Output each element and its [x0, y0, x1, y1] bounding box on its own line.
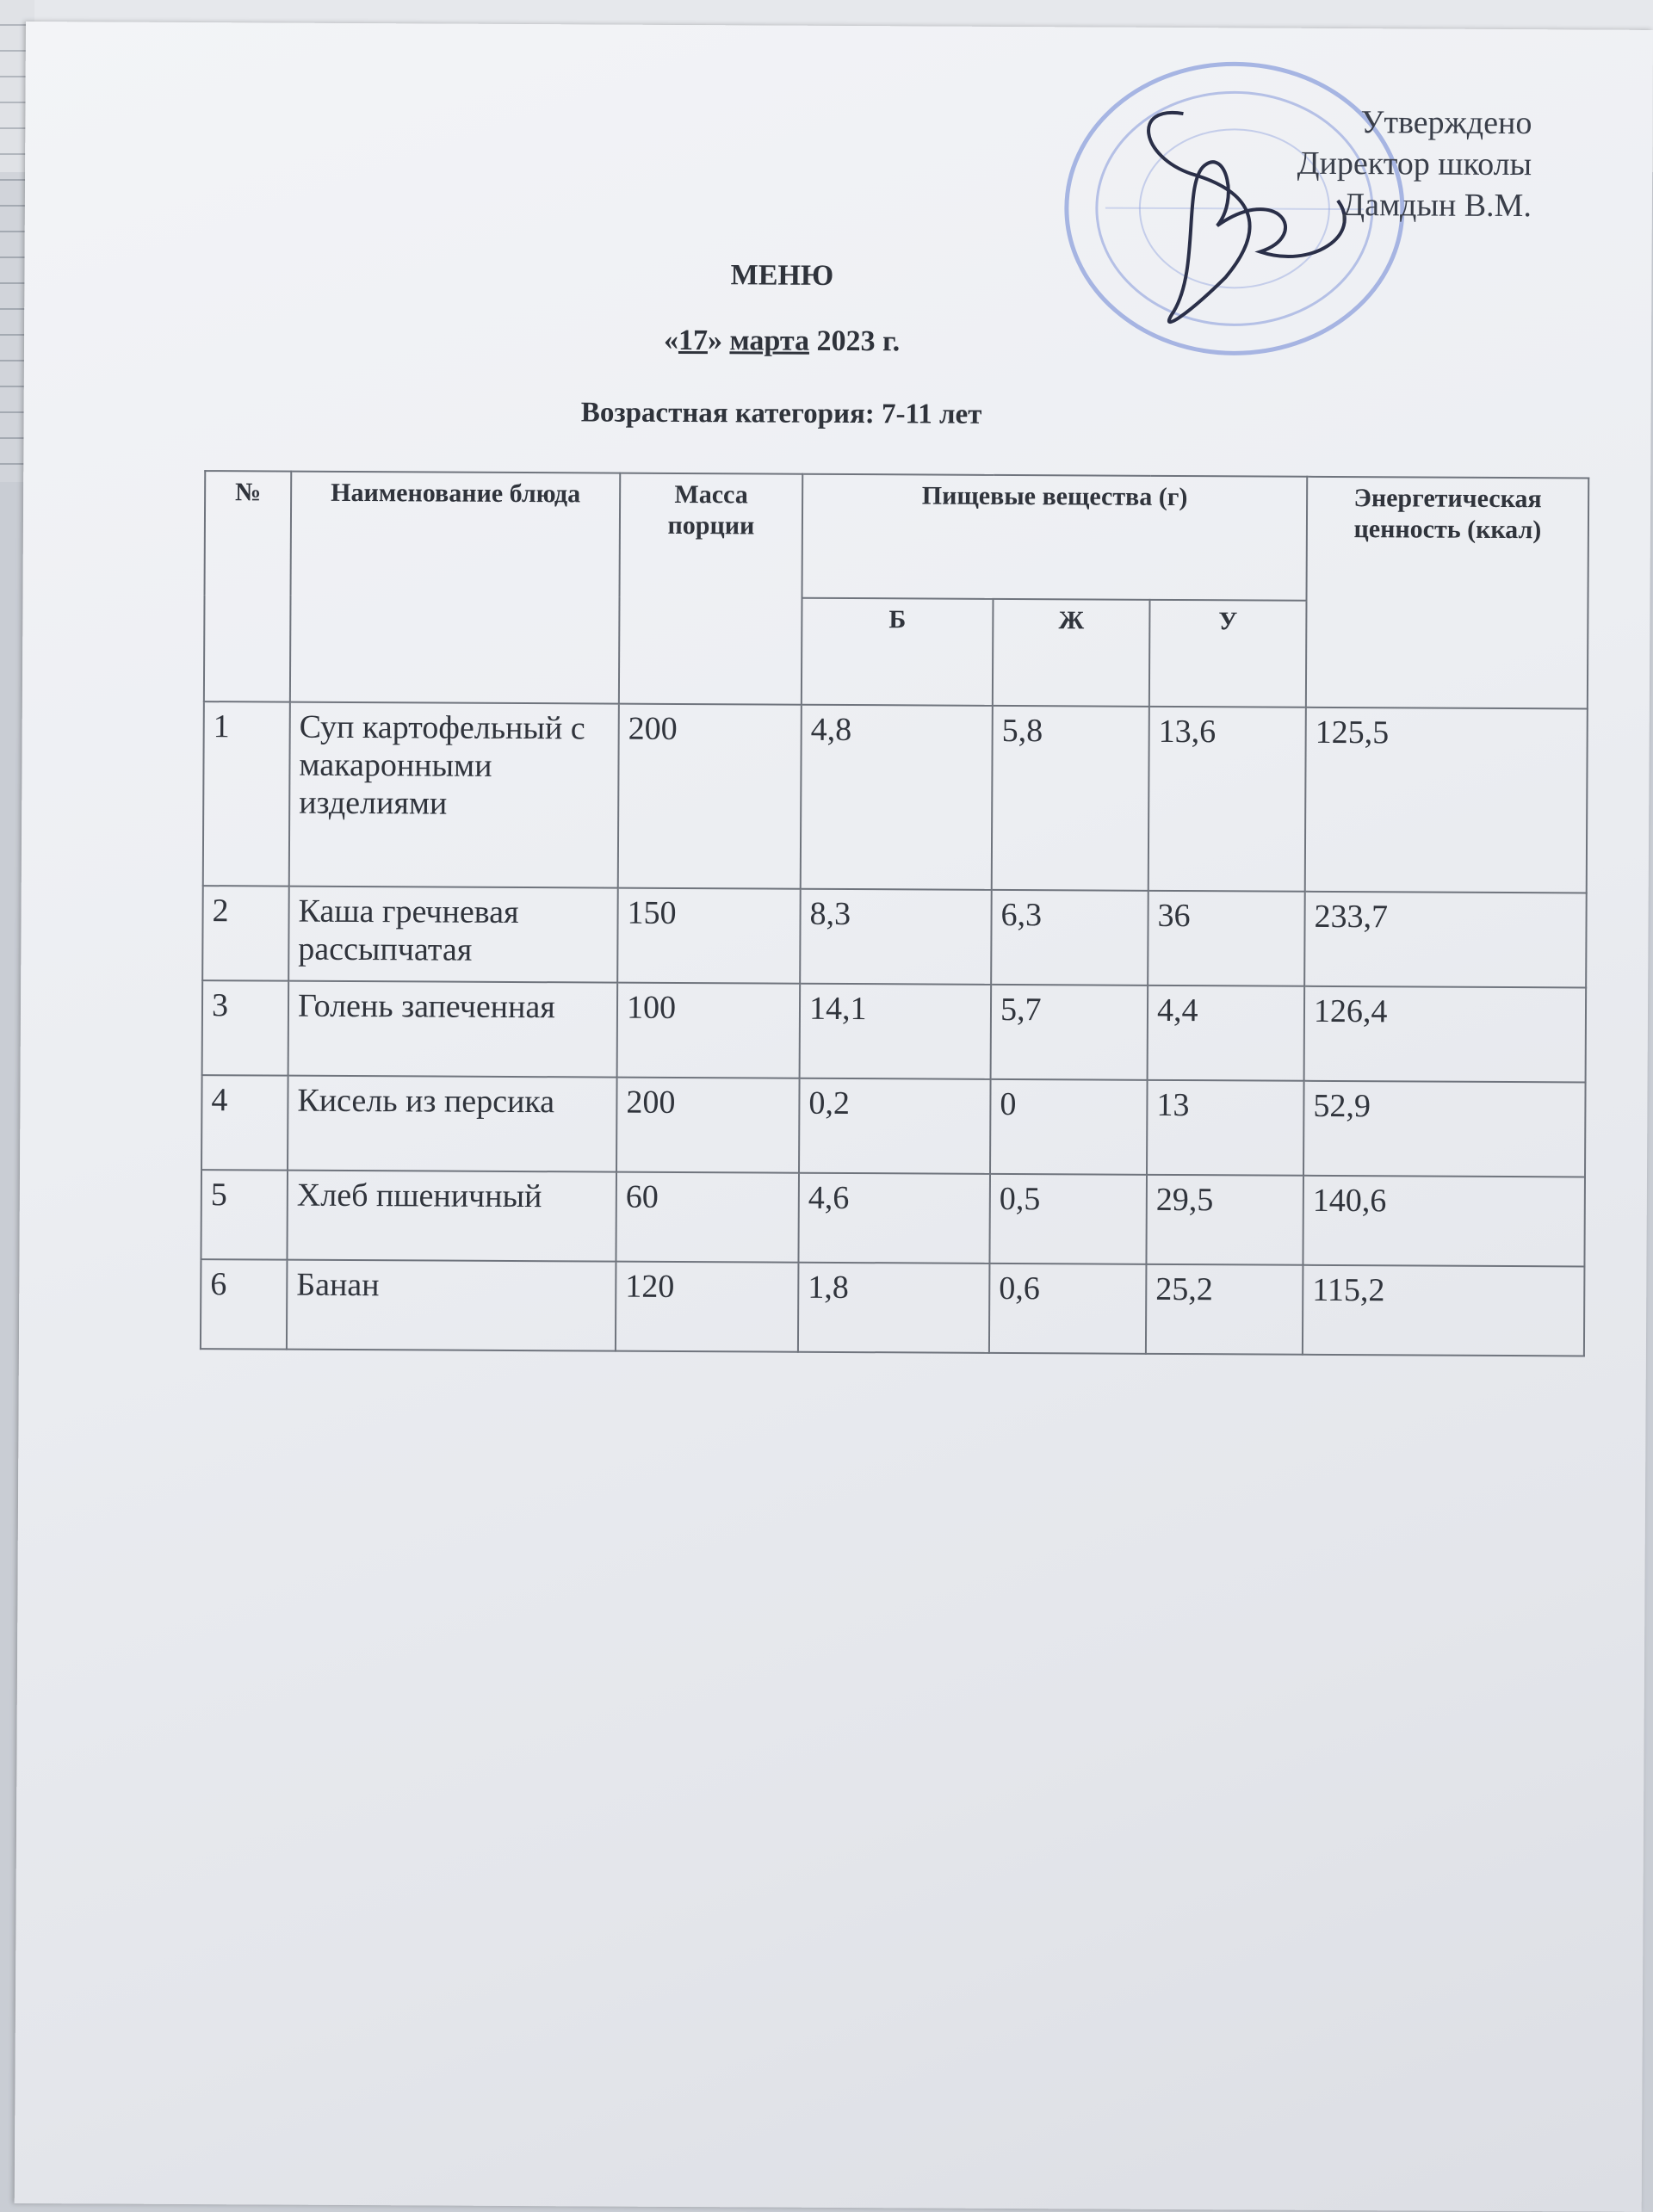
- header-dish-name: Наименование блюда: [290, 472, 620, 704]
- cell-energy: 125,5: [1305, 707, 1588, 893]
- cell-proteins: 0,2: [799, 1078, 991, 1174]
- cell-mass: 100: [617, 983, 801, 1078]
- table-row: [201, 1075, 1586, 1177]
- date-close-quote: »: [707, 324, 730, 357]
- table-row: [202, 980, 1587, 1082]
- table-row: [203, 701, 1588, 893]
- cell-carbs: 4,4: [1148, 986, 1305, 1081]
- date-month: марта: [729, 324, 810, 357]
- menu-table: [200, 470, 1589, 1356]
- cell-energy: 140,6: [1303, 1176, 1585, 1267]
- cell-carbs: 36: [1148, 891, 1305, 986]
- cell-proteins: 4,8: [801, 705, 993, 890]
- cell-fats: 5,8: [992, 706, 1149, 891]
- approval-line-3: Дамдын В.М.: [1342, 187, 1532, 225]
- menu-date: [24, 321, 1539, 361]
- cell-energy: 126,4: [1304, 986, 1587, 1083]
- header-fats: Ж: [993, 599, 1150, 707]
- header-carbs: У: [1149, 600, 1307, 707]
- cell-mass: 200: [618, 704, 802, 889]
- date-day: 17: [678, 324, 709, 357]
- cell-carbs: 29,5: [1146, 1175, 1303, 1265]
- cell-mass: 60: [616, 1172, 799, 1263]
- header-number: №: [204, 471, 291, 702]
- table-header-row: [205, 471, 1589, 602]
- age-category: Возрастная категория: 7-11 лет: [580, 397, 982, 430]
- header-nutrients: Пищевые вещества (г): [802, 474, 1308, 601]
- cell-mass: 200: [616, 1078, 800, 1173]
- cell-number: 2: [202, 886, 289, 981]
- approval-line-2: Директор школы: [1297, 145, 1532, 183]
- header-energy: Энергетическая ценность (ккал): [1306, 477, 1588, 709]
- cell-fats: 0,5: [989, 1174, 1147, 1264]
- cell-dish-name: Хлеб пшеничный: [287, 1171, 616, 1262]
- cell-dish-name: Кисель из персика: [288, 1076, 617, 1172]
- cell-dish-name: Банан: [287, 1260, 616, 1351]
- cell-proteins: 1,8: [798, 1263, 990, 1353]
- cell-dish-name: Голень запеченная: [288, 981, 618, 1078]
- cell-number: 6: [201, 1259, 288, 1350]
- header-proteins: Б: [802, 598, 994, 706]
- date-year: 2023 г.: [808, 324, 901, 358]
- cell-number: 5: [201, 1170, 288, 1260]
- approval-line-1: Утверждено: [1360, 104, 1532, 142]
- table-row: [201, 1170, 1585, 1266]
- cell-carbs: 25,2: [1146, 1264, 1303, 1355]
- cell-number: 4: [201, 1075, 288, 1171]
- cell-carbs: 13: [1147, 1080, 1304, 1176]
- cell-mass: 120: [616, 1262, 799, 1352]
- cell-dish-name: Каша гречневая рассыпчатая: [288, 887, 618, 983]
- document-title: МЕНЮ: [730, 259, 834, 292]
- cell-proteins: 8,3: [800, 889, 992, 985]
- cell-mass: 150: [617, 888, 801, 984]
- header-portion-mass: Масса порции: [619, 473, 802, 705]
- cell-fats: 6,3: [991, 890, 1148, 986]
- approval-block: [1297, 102, 1532, 226]
- cell-energy: 233,7: [1304, 892, 1587, 988]
- cell-carbs: 13,6: [1148, 707, 1306, 892]
- cell-number: 1: [203, 701, 290, 887]
- table-row: [201, 1259, 1585, 1356]
- table-row: [202, 886, 1587, 987]
- cell-proteins: 4,6: [798, 1173, 990, 1264]
- cell-dish-name: Суп картофельный с макаронными изделиями: [289, 702, 619, 888]
- cell-proteins: 14,1: [800, 984, 992, 1079]
- cell-number: 3: [202, 980, 289, 1076]
- date-open-quote: «: [663, 324, 679, 356]
- cell-fats: 0,6: [989, 1264, 1147, 1354]
- menu-document: [15, 22, 1653, 2212]
- cell-fats: 0: [990, 1079, 1148, 1175]
- cell-energy: 115,2: [1303, 1265, 1585, 1356]
- cell-energy: 52,9: [1303, 1081, 1586, 1177]
- cell-fats: 5,7: [991, 985, 1148, 1080]
